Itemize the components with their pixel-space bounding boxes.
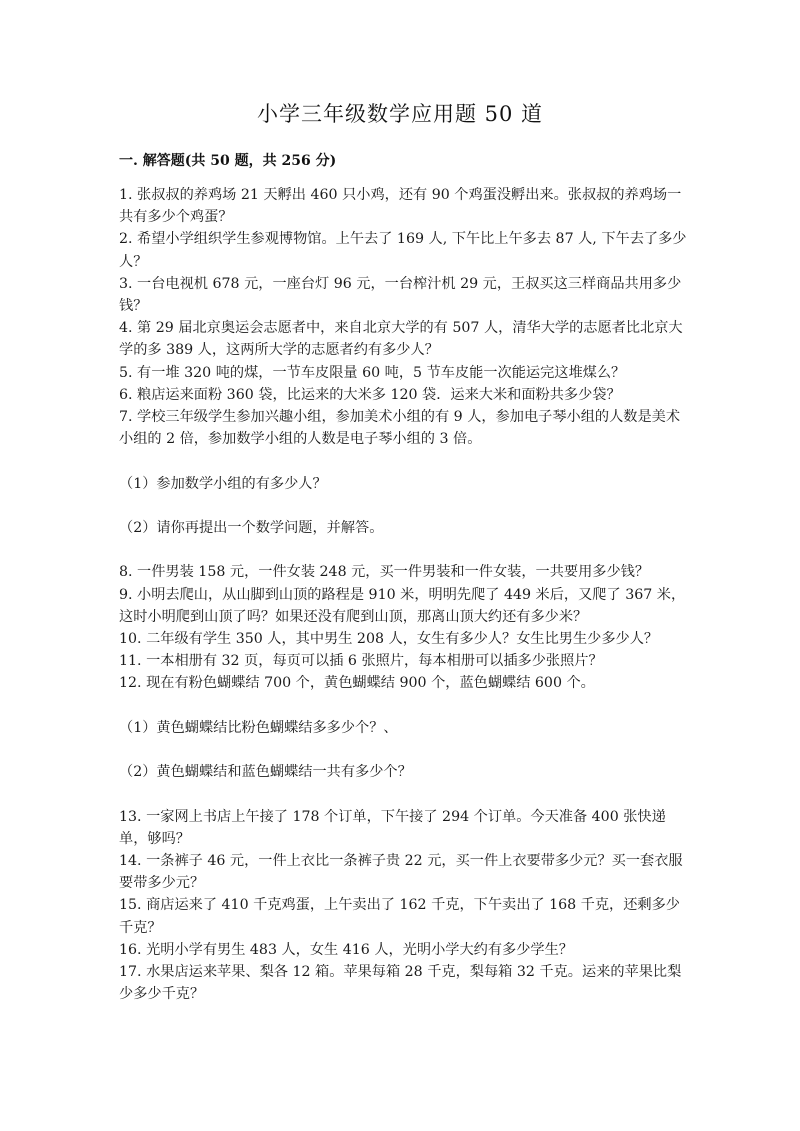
question-9: 9. 小明去爬山，从山脚到山顶的路程是 910 米，明明先爬了 449 米后，又爬了 367 米，这时小明爬到山顶了吗？如果还没有爬到山顶，那离山顶大约还有多少米？ bbox=[119, 586, 686, 625]
question-1: 1. 张叔叔的养鸡场 21 天孵出 460 只小鸡，还有 90 个鸡蛋没孵出来。张叔叔的养鸡场一共有多少个鸡蛋？ bbox=[119, 187, 682, 226]
question-17: 17. 水果店运来苹果、梨各 12 箱。苹果每箱 28 千克，梨每箱 32 千克。运来的苹果比梨少多少千克？ bbox=[119, 964, 682, 1003]
question-11: 11. 一本相册有 32 页，每页可以插 6 张照片，每本相册可以插多少张照片？ bbox=[119, 653, 603, 670]
spacer bbox=[119, 739, 691, 761]
question-13: 13. 一家网上书店上午接了 178 个订单，下午接了 294 个订单。今天准备 400 张快递单，够吗？ bbox=[119, 808, 666, 847]
question-15: 15. 商店运来了 410 千克鸡蛋，上午卖出了 162 千克，下午卖出了 168 千克，还剩多少千克？ bbox=[119, 897, 680, 936]
spacer bbox=[119, 539, 691, 561]
question-7-part-1: （1）参加数学小组的有多少人？ bbox=[119, 475, 327, 492]
section-heading: 一. 解答题(共 50 题，共 256 分) bbox=[119, 153, 337, 169]
question-7-part-2: （2）请你再提出一个数学问题，并解答。 bbox=[119, 520, 384, 537]
spacer bbox=[119, 695, 691, 717]
question-list bbox=[119, 184, 691, 1005]
spacer bbox=[119, 495, 691, 517]
question-12: 12. 现在有粉色蝴蝶结 700 个，黄色蝴蝶结 900 个，蓝色蝴蝶结 600 个。 bbox=[119, 675, 595, 692]
question-7: 7. 学校三年级学生参加兴趣小组，参加美术小组的有 9 人，参加电子琴小组的人数是美术小组的 2 倍，参加数学小组的人数是电子琴小组的 3 倍。 bbox=[119, 409, 681, 448]
spacer bbox=[119, 450, 691, 472]
spacer bbox=[119, 783, 691, 805]
question-6: 6. 粮店运来面粉 360 袋，比运来的大米多 120 袋．运来大米和面粉共多少袋？ bbox=[119, 386, 621, 403]
question-10: 10. 二年级有学生 350 人，其中男生 208 人，女生有多少人？女生比男生少多少人？ bbox=[119, 631, 659, 648]
question-5: 5. 有一堆 320 吨的煤，一节车皮限量 60 吨，5 节车皮能一次能运完这堆煤么？ bbox=[119, 364, 626, 381]
question-16: 16. 光明小学有男生 483 人，女生 416 人，光明小学大约有多少学生？ bbox=[119, 941, 573, 958]
question-12-part-2: （2）黄色蝴蝶结和蓝色蝴蝶结一共有多少个？ bbox=[119, 764, 412, 781]
question-12-part-1: （1）黄色蝴蝶结比粉色蝴蝶结多多少个？、 bbox=[119, 719, 398, 736]
question-8: 8. 一件男装 158 元，一件女装 248 元，买一件男装和一件女装，一共要用多少钱？ bbox=[119, 564, 650, 581]
question-3: 3. 一台电视机 678 元，一座台灯 96 元，一台榨汁机 29 元，王叔买这三样商品共用多少钱？ bbox=[119, 275, 682, 315]
page-title: 小学三年级数学应用题 50 道 bbox=[256, 102, 544, 126]
question-2: 2. 希望小学组织学生参观博物馆。上午去了 169 人, 下午比上午多去 87 人, 下午去了多少人？ bbox=[119, 231, 687, 270]
question-4: 4. 第 29 届北京奥运会志愿者中，来自北京大学的有 507 人，清华大学的志愿者比北京大学的多 389 人，这两所大学的志愿者约有多少人？ bbox=[119, 320, 683, 359]
question-14: 14. 一条裤子 46 元，一件上衣比一条裤子贵 22 元，买一件上衣要带多少元？买一套衣服要带多少元？ bbox=[119, 853, 683, 892]
